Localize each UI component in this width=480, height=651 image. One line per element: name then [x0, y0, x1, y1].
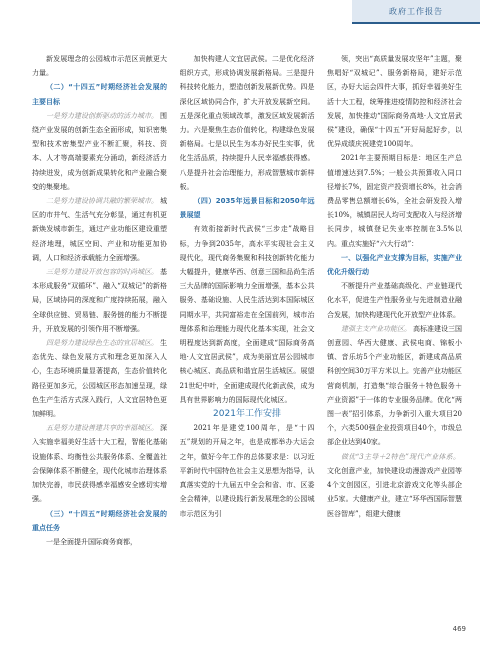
subsection-text: 高标准建设三国创意园、华西大健康、武侯电商、锦板小镇、音乐坊5个产业功能区，新建成高品质科创空间30万平方米以上。完善产业功能区营商机制，打造集“综合服务＋特色服务＋产业资源”于一体的专业服务品牌。优化“两图一表”招引体系，力争新引入重大项目20个，六类500强企业投资项目40个，市级总部企业达到40家。 [327, 324, 462, 447]
subsection-paragraph [32, 421, 167, 506]
subsection-lead: 四是努力建设绿色生态的宜居城区。 [46, 339, 158, 348]
subsection-lead: 建强主支产业功能区。 [341, 324, 411, 333]
subsection-paragraph [32, 336, 167, 421]
body-paragraph: 2021年主要预期目标是：地区生产总值增速达到7.5%；一般公共预算收入同口径增长7%，固定资产投资增长8%，社会消费品零售总额增长6%，全社会研发投入增长10%，城镇居民人均可支配收入与经济增长同步，城镇登记失业率控制在3.5%以内。重点实施好“六大行动”： [327, 154, 462, 248]
body-paragraph: 2021年是建党100周年，是“十四五”规划的开局之年，也是成都举办大运会之年，做好今年工作的总体要求是：以习近平新时代中国特色社会主义思想为指导，认真落实党的十九届五中全会和省、市、区委全会精神，以建设践行新发展理念的公园城市示范区为引 [179, 424, 315, 518]
subsection-text: 生态优先、绿色发展方式和理念更加深入人心，生态环境质量显著提高，生态价值转化路径更加多元，公园城区形态加速呈现，绿色生产生活方式深入践行，人文宜居特色更加鲜明。 [32, 339, 167, 419]
subsection-text: 围绕产业发展的创新生态全面形成，知识密集型和技术密集型产业不断汇聚，科技、资本、人才等高端要素充分涌动，新经济活力持续迸发，成为创新成果转化和产业融合聚变的集聚地。 [32, 111, 167, 191]
subsection-lead: 一是努力建设创新驱动的活力城市。 [46, 111, 158, 120]
body-paragraph: 有效衔接新时代武侯“三步走”战略目标，力争到2035年，高水平实现社会主义现代化，现代商务集聚和科技创新转化能力大幅提升，健康华西、创意三国和品尚生活三大品牌的国际影响力全面增强，基本公共服务、基础设施、人民生活达到本国际城区同期水平，共同富裕走在全国前列，城市治理体系和治理能力现代化基本实现，社会文明程度达到新高度，全面建成“国际商务高地·人文宜居武侯”，成为美丽宜居公园城市核心城区、高品质和谐宜居生活城区。展望21世纪中叶，全面建成现代化新武侯，成为具有世界影响力的国际现代化城区。 [179, 225, 315, 404]
subsection-lead: 做优“3主导＋2特色”现代产业体系。 [341, 452, 460, 461]
section-heading: （二）“十四五”时期经济社会发展的主要目标 [32, 83, 167, 106]
article-body [32, 52, 462, 620]
subsection-text: 基本形成服务“双循环”、融入“双城记”的新格局，区域协同的深度和广度持续拓展，融入全球供应链、贸易链、服务链的能力不断提升，开放发展的引领作用不断增强。 [32, 268, 167, 333]
subsection-text: 文化创意产业，加快建设动漫游戏产业园等4个文创园区，引进北京游戏文化等头部企业5家。大健康产业，建立“环华西国际智慧医谷智库”，组建大健康 [327, 466, 462, 518]
subsection-paragraph [32, 194, 167, 265]
body-paragraph: 领，突出“高质量发展攻坚年”主题，聚焦唱好“双城记”、服务新格局，建好示范区，办好大运会四件大事，抓好幸福美好生活十大工程，统筹推进疫情防控和经济社会发展，加快推动“国际商务高地·人文宜居武侯”建设，确保“十四五”开好局起好步，以优异成绩庆祝建党100周年。 [327, 55, 462, 149]
column-middle [180, 52, 315, 620]
section-heading: 一、以强化产业支撑为目标，实施产业优化升级行动 [327, 253, 462, 277]
header-section-label: 政府工作报告 [389, 6, 443, 16]
section-heading: （四）2035年远景目标和2050年远景展望 [179, 197, 315, 220]
column-left [32, 52, 167, 620]
column-right [327, 52, 462, 620]
section-title: 2021年工作安排 [213, 409, 281, 420]
subsection-lead: 五是努力建设善建共享的幸福城区。 [46, 424, 158, 433]
subsection-paragraph [327, 450, 462, 521]
body-paragraph: 新发展理念的公园城市示范区贡献更大力量。 [32, 55, 167, 78]
subsection-paragraph [327, 322, 462, 450]
header-rule [352, 22, 480, 24]
body-paragraph: 一是全面提升国际商务商都， [46, 537, 137, 546]
subsection-paragraph [32, 265, 167, 336]
body-paragraph: 加快构建人文宜居武侯。二是优化经济组织方式，形成协调发展新格局。三是提升科技转化能力，塑造创新发展新优势。四是深化区域协同合作，扩大开放发展新空间。五是深化重点领域改革，激发区域发展新活力。六是聚焦生态价值转化，构建绿色发展新格局。七是以民生为本办好民生实事，优化生活品质，持续提升人民幸福感获得感。八是提升社会治理能力，形成智慧城市新样板。 [179, 55, 315, 191]
page-number: 469 [452, 625, 466, 633]
subsection-paragraph [32, 109, 167, 194]
section-heading: （三）“十四五”时期经济社会发展的重点任务 [32, 509, 167, 532]
subsection-lead: 三是努力建设开放包容的时尚城区。 [46, 268, 158, 277]
subsection-lead: 二是努力建设协调共融的繁荣城市。 [46, 197, 158, 206]
subsection-text: 城区的市井气、生活气充分彰显，通过有机更新焕发城市新生，通过产业功能区建设重塑经济地理，城区空间、产业和功能更加协调，人口和经济承载能力全面增强。 [32, 197, 167, 262]
header-section-tab [352, 0, 480, 22]
subsection-text: 深入实施幸福美好生活十大工程，智能化基础设施体系、均衡性公共服务体系、全覆盖社会保障体系不断健全，现代化城市治理体系加快完善，市民获得感幸福感安全感切实增强。 [32, 424, 167, 504]
body-paragraph: 不断提升产业基础高级化、产业链现代化水平，促进生产性服务业与先进制造业融合发展，加快构建现代化开放型产业体系。 [327, 282, 462, 319]
